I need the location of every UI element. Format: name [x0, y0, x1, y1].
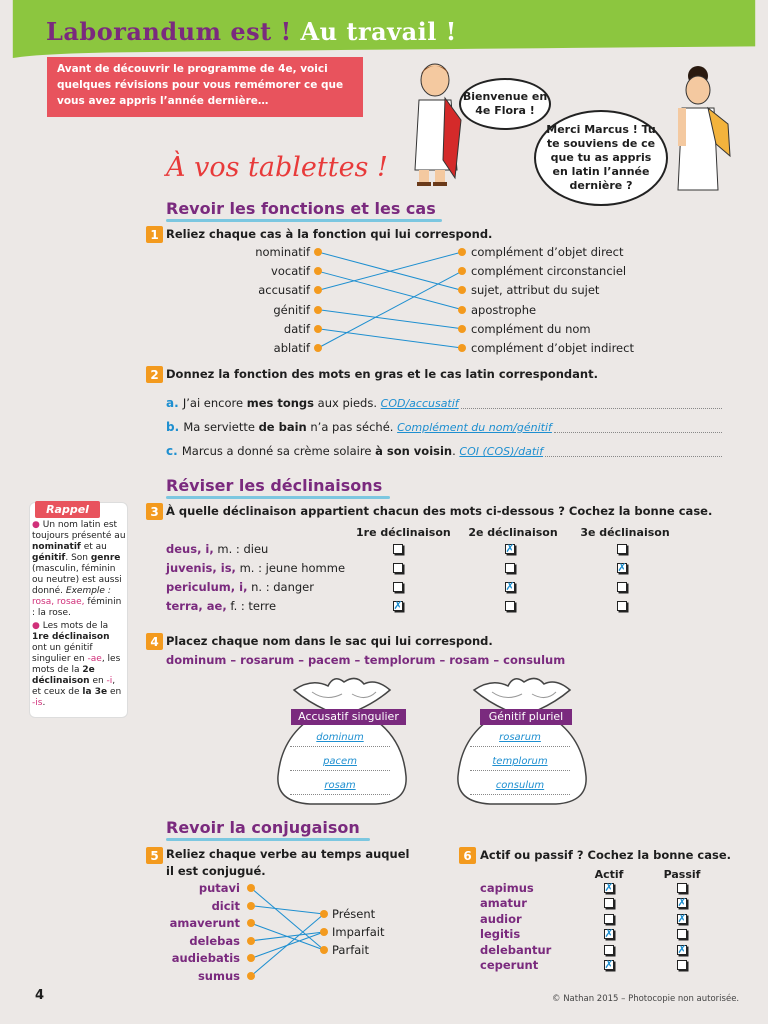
exercise5-instruction: Reliez chaque verbe au temps auquel	[166, 847, 410, 861]
verb-dot[interactable]	[247, 954, 255, 962]
verb-dot[interactable]	[247, 972, 255, 980]
exercise-number: 5	[146, 847, 163, 864]
bag-dotted-line	[290, 770, 390, 771]
case-dot[interactable]	[314, 344, 322, 352]
word-definition: f. : terre	[226, 599, 277, 613]
checkbox[interactable]	[604, 898, 614, 908]
checkbox[interactable]: ✗	[677, 911, 687, 925]
verb-label: amatur	[480, 896, 527, 911]
bag-answer[interactable]: dominum	[316, 732, 364, 743]
bag-dotted-line	[290, 746, 390, 747]
function-label: complément circonstanciel	[471, 264, 627, 279]
bold-word: de bain	[258, 420, 307, 434]
exercise5-instruction-line2: il est conjugué.	[166, 864, 266, 878]
item-letter: b.	[166, 420, 184, 434]
case-dot[interactable]	[314, 248, 322, 256]
function-dot[interactable]	[458, 267, 466, 275]
match-line	[318, 252, 462, 290]
answer-dotted-line	[545, 456, 722, 457]
tense-label: Parfait	[332, 943, 369, 957]
verb-label: putavi	[198, 881, 240, 895]
answer-dotted-line	[461, 408, 722, 409]
verb-label: delebas	[189, 933, 240, 948]
checkbox[interactable]	[677, 929, 687, 939]
section-underline	[166, 219, 442, 222]
verb-label: delebantur	[480, 942, 552, 957]
rappel-tag: Rappel	[35, 501, 100, 518]
column-header: 1re déclinaison	[356, 526, 451, 539]
page-number: 4	[35, 988, 45, 1003]
checkbox[interactable]	[617, 601, 627, 611]
exercise2-instruction: Donnez la fonction des mots en gras et le cas latin correspondant.	[166, 367, 598, 381]
verb-dot[interactable]	[247, 937, 255, 945]
exercise-number: 2	[146, 366, 163, 383]
flora-speech-bubble: Merci Marcus ! Tu te souviens de ce que tu as appris en latin l’année dernière ?	[534, 110, 668, 206]
verb-match-line	[251, 914, 324, 976]
verb-match-line	[251, 932, 324, 958]
verb-label: legitis	[480, 927, 521, 942]
exercise-number: 6	[459, 847, 476, 864]
verb-match-line	[251, 923, 324, 950]
latin-word: deus, i,	[166, 542, 214, 556]
column-header: 3e déclinaison	[580, 526, 670, 539]
checkbox[interactable]: ✗	[604, 958, 614, 971]
answer-field[interactable]: Complément du nom/génitif	[397, 421, 552, 434]
sentence-row	[166, 420, 552, 434]
word-row	[166, 599, 276, 613]
checkbox[interactable]	[393, 563, 403, 573]
function-label: apostrophe	[471, 302, 537, 317]
function-dot[interactable]	[458, 306, 466, 314]
match-line	[318, 329, 462, 348]
word-row	[166, 561, 345, 575]
checkbox[interactable]: ✗	[505, 580, 515, 593]
function-label: complément d’objet indirect	[471, 341, 634, 355]
marcus-character-illustration	[405, 60, 467, 190]
sack-accusatif-label: Accusatif singulier	[291, 709, 406, 725]
sentence-text: Ma serviette	[183, 420, 259, 434]
case-label: vocatif	[271, 264, 310, 279]
verb-label: audior	[480, 911, 522, 926]
bag-answer[interactable]: consulum	[495, 780, 545, 791]
sentence-text: n’a pas séché.	[306, 420, 398, 434]
function-dot[interactable]	[458, 248, 466, 256]
bag-answer[interactable]: rosam	[324, 780, 356, 791]
tense-dot[interactable]	[320, 928, 328, 936]
item-letter: a.	[166, 396, 183, 410]
tense-dot[interactable]	[320, 946, 328, 954]
verb-label: ceperunt	[480, 958, 539, 972]
rappel-text: ● Un nom latin est toujours présenté au nominatif et au génitif. Son genre (masculin, féminin ou neutre) est aussi donné. Exemple : rosa, rosae, féminin : la rose. ● Les mots de la 1re déclinaison ont un génitif singulier en -ae, les mots de la 2e déclinaison en -i, et ceux de la 3e en -is.	[32, 520, 126, 708]
exercise4-instruction: Placez chaque nom dans le sac qui lui correspond.	[166, 634, 493, 648]
section-underline	[166, 838, 370, 841]
words-to-place: dominum – rosarum – pacem – templorum – rosam – consulum	[166, 653, 566, 667]
checkbox[interactable]: ✗	[617, 561, 627, 574]
case-label: ablatif	[273, 341, 310, 355]
checkbox[interactable]: ✗	[604, 881, 614, 894]
checkbox[interactable]	[617, 582, 627, 592]
case-dot[interactable]	[314, 286, 322, 294]
bag-dotted-line	[470, 794, 570, 795]
checkbox[interactable]	[617, 544, 627, 554]
section-underline	[166, 496, 390, 499]
marcus-speech-bubble: Bienvenue en 4e Flora !	[459, 78, 551, 130]
case-label: génitif	[273, 302, 310, 317]
checkbox[interactable]	[604, 945, 614, 955]
sentence-text: aux pieds.	[314, 396, 381, 410]
latin-word: terra, ae,	[166, 599, 227, 613]
case-label: datif	[283, 321, 310, 336]
column-header: 2e déclinaison	[468, 526, 558, 539]
exercise1-instruction: Reliez chaque cas à la fonction qui lui correspond.	[166, 227, 493, 241]
checkbox[interactable]	[677, 883, 687, 893]
verb-dot[interactable]	[247, 919, 255, 927]
function-dot[interactable]	[458, 286, 466, 294]
checkbox[interactable]: ✗	[604, 927, 614, 941]
case-dot[interactable]	[314, 325, 322, 333]
word-definition: m. : dieu	[213, 542, 269, 556]
verb-label: dicit	[211, 898, 240, 913]
latin-word: periculum, i,	[166, 580, 248, 594]
word-definition: n. : danger	[247, 580, 314, 594]
bag-answer[interactable]: templorum	[492, 756, 548, 767]
verb-match-line	[251, 906, 324, 914]
checkbox[interactable]	[604, 914, 614, 924]
checkbox[interactable]: ✗	[677, 896, 687, 910]
sentence-row	[166, 396, 459, 410]
function-label: complément d’objet direct	[471, 245, 624, 259]
bag-answer[interactable]: pacem	[323, 756, 357, 767]
intro-box: Avant de découvrir le programme de 4e, voici quelques révisions pour vous remémorer ce que vous avez appris l’année dernière…	[47, 57, 363, 117]
bag-dotted-line	[290, 794, 390, 795]
word-row	[166, 580, 314, 594]
tense-label: Imparfait	[332, 925, 385, 939]
page-title	[46, 17, 457, 46]
bag-dotted-line	[470, 770, 570, 771]
exercise3-instruction: À quelle déclinaison appartient chacun des mots ci-dessous ? Cochez la bonne case.	[166, 504, 713, 518]
match-line	[318, 252, 462, 290]
answer-dotted-line	[554, 432, 722, 433]
section-fonctions-title: Revoir les fonctions et les cas	[166, 199, 436, 218]
title-latin: Laborandum est !	[46, 17, 301, 46]
checkbox[interactable]	[393, 582, 403, 592]
bag-answer[interactable]: rosarum	[499, 732, 541, 743]
bag-dotted-line	[470, 746, 570, 747]
answer-field[interactable]: COI (COS)/datif	[459, 445, 544, 458]
bold-word: à son voisin	[375, 444, 453, 458]
function-label: complément du nom	[471, 321, 591, 336]
verb-label: sumus	[197, 969, 240, 983]
function-dot[interactable]	[458, 344, 466, 352]
verb-label: audiebatis	[171, 951, 240, 966]
word-definition: m. : jeune homme	[235, 561, 346, 575]
item-letter: c.	[166, 444, 182, 458]
latin-word: juvenis, is,	[166, 561, 236, 575]
sentence-text: .	[452, 444, 460, 458]
checkbox[interactable]: ✗	[393, 599, 403, 612]
bold-word: mes tongs	[246, 396, 315, 410]
tense-dot[interactable]	[320, 910, 328, 918]
sentence-row	[166, 444, 543, 458]
copyright: © Nathan 2015 – Photocopie non autorisée.	[552, 994, 740, 1004]
verb-match-line	[251, 932, 324, 941]
verb-label: amaverunt	[169, 916, 240, 931]
match-line	[318, 310, 462, 329]
flora-character-illustration	[672, 64, 734, 196]
checkbox[interactable]	[505, 601, 515, 611]
column-header: Passif	[663, 868, 701, 881]
checkbox[interactable]: ✗	[677, 942, 687, 956]
exercise-number: 1	[146, 226, 163, 243]
verb-label: capimus	[480, 881, 534, 895]
exercise-number: 3	[146, 503, 163, 520]
answer-field[interactable]: COD/accusatif	[380, 397, 459, 410]
exercise6-instruction: Actif ou passif ? Cochez la bonne case.	[480, 848, 732, 862]
case-dot[interactable]	[314, 306, 322, 314]
match-line	[318, 271, 462, 348]
column-header: Actif	[594, 868, 624, 881]
verb-match-line	[251, 888, 324, 950]
tense-label: Présent	[332, 907, 376, 921]
word-row	[166, 542, 268, 556]
checkbox[interactable]	[505, 563, 515, 573]
title-french: Au travail !	[300, 17, 457, 46]
case-dot[interactable]	[314, 267, 322, 275]
sentence-text: Marcus a donné sa crème solaire	[181, 444, 376, 458]
case-label: nominatif	[255, 245, 310, 259]
exercise-number: 4	[146, 633, 163, 650]
sack-genitif-label: Génitif pluriel	[480, 709, 572, 725]
function-dot[interactable]	[458, 325, 466, 333]
case-label: accusatif	[258, 283, 310, 298]
function-label: sujet, attribut du sujet	[471, 283, 600, 298]
sentence-text: J’ai encore	[182, 396, 247, 410]
section-declinaisons-title: Réviser les déclinaisons	[166, 476, 383, 495]
verb-dot[interactable]	[247, 884, 255, 892]
checkbox[interactable]	[393, 544, 403, 554]
verb-dot[interactable]	[247, 902, 255, 910]
checkbox[interactable]	[677, 960, 687, 970]
match-line	[318, 271, 462, 309]
section-conjugaison-title: Revoir la conjugaison	[166, 818, 360, 837]
main-heading: À vos tablettes !	[166, 152, 388, 183]
checkbox[interactable]: ✗	[505, 542, 515, 555]
